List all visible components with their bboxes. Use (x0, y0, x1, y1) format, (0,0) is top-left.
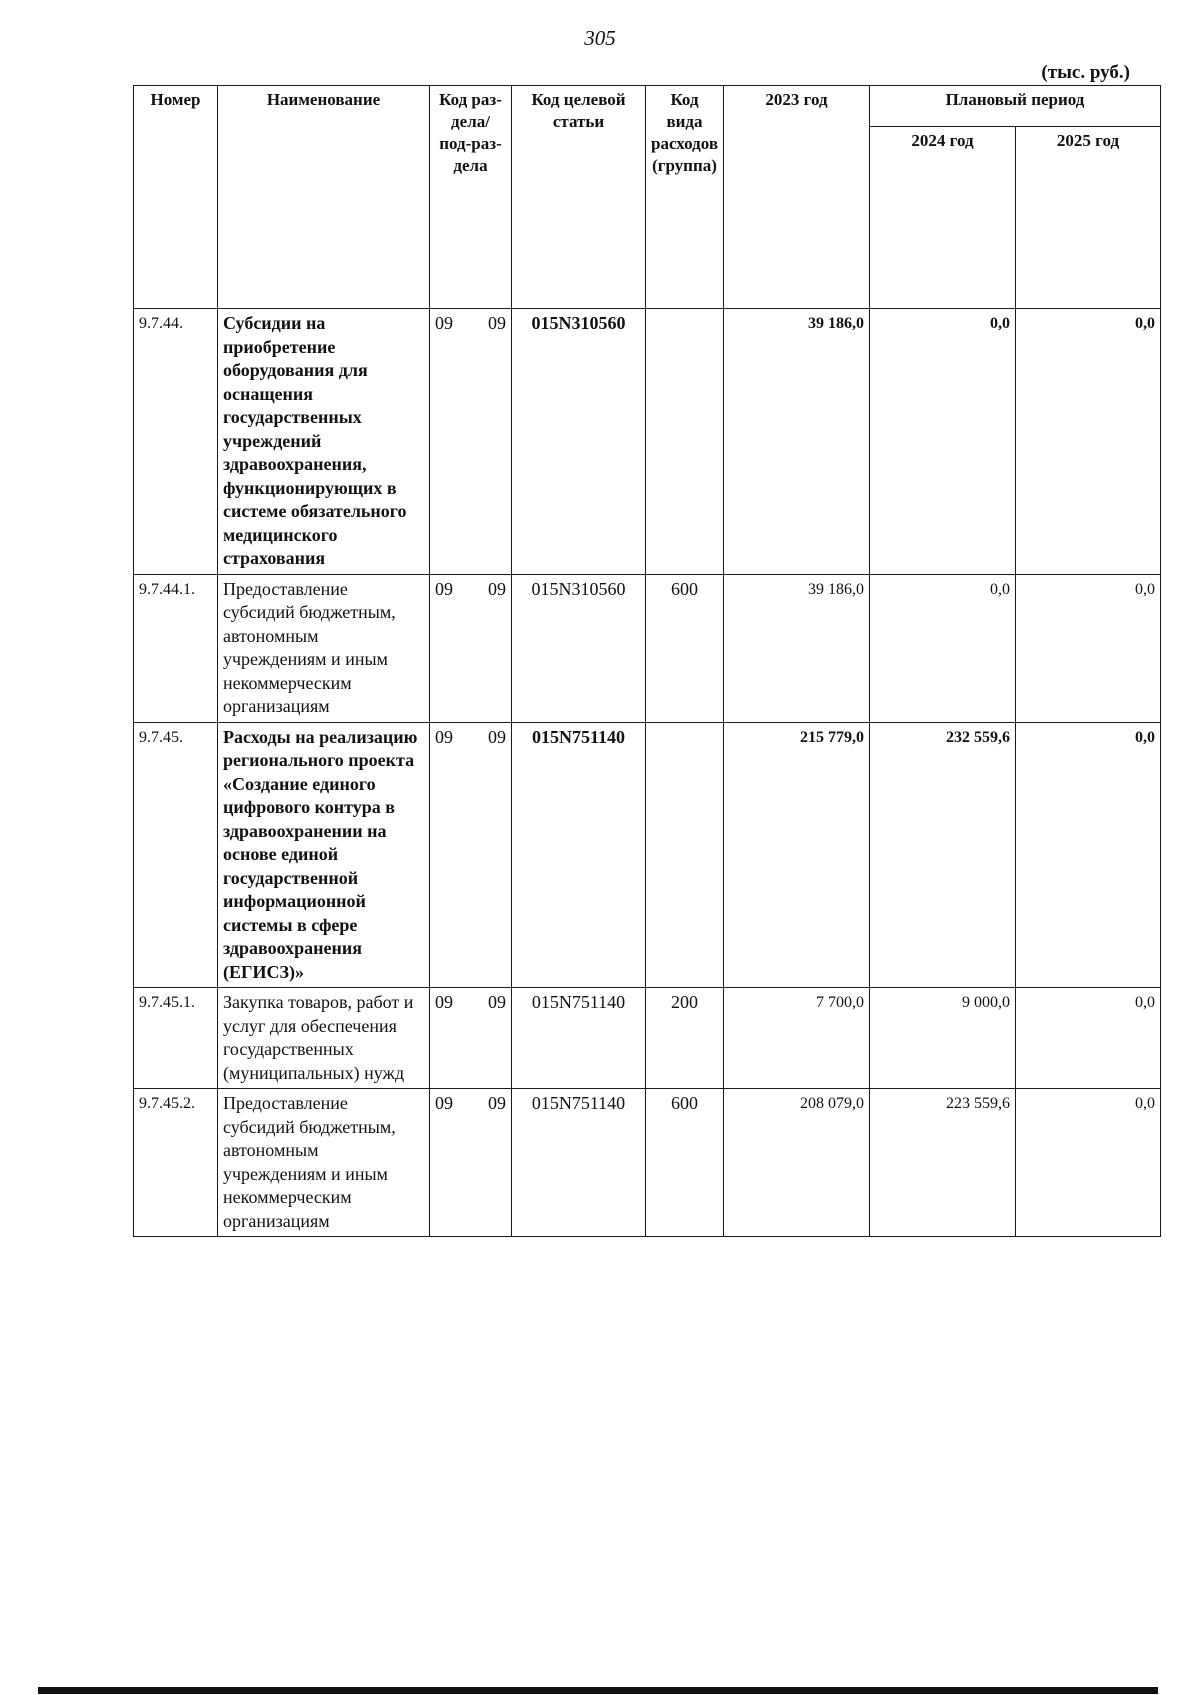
row-amount-2023: 215 779,0 (724, 722, 870, 988)
row-subsection: 09 (488, 726, 506, 747)
row-amount-2024: 223 559,6 (870, 1089, 1016, 1237)
header-section: Код раз-дела/ под-раз-дела (430, 86, 512, 309)
table-header (134, 86, 1161, 309)
row-section: 09 (435, 1093, 453, 1113)
row-expense-kind: 200 (646, 988, 724, 1089)
row-target-code: 015N751140 (512, 1089, 646, 1237)
header-name: Наименование (218, 86, 430, 309)
table-row (134, 309, 1161, 575)
row-amount-2025: 0,0 (1016, 574, 1161, 722)
row-amount-2024: 232 559,6 (870, 722, 1016, 988)
row-section: 09 (435, 578, 453, 599)
row-expense-kind (646, 309, 724, 575)
row-section-code (430, 1089, 512, 1237)
header-2024: 2024 год (870, 127, 1016, 309)
row-amount-2025: 0,0 (1016, 309, 1161, 575)
row-name: Закупка товаров, работ и услуг для обеспечения государственных (муниципальных) нужд (218, 988, 430, 1089)
row-target-code: 015N310560 (512, 309, 646, 575)
row-section-code (430, 722, 512, 988)
row-target-code: 015N751140 (512, 722, 646, 988)
header-number: Номер (134, 86, 218, 309)
row-name: Предоставление субсидий бюджетным, автономным учреждениям и иным некоммерческим организациям (218, 1089, 430, 1237)
row-number: 9.7.45.2. (134, 1089, 218, 1237)
row-amount-2023: 39 186,0 (724, 574, 870, 722)
row-expense-kind: 600 (646, 1089, 724, 1237)
row-number: 9.7.45. (134, 722, 218, 988)
row-section: 09 (435, 726, 453, 747)
row-expense-kind: 600 (646, 574, 724, 722)
row-name: Расходы на реализацию регионального проекта «Создание единого цифрового контура в здравоохранении на основе единой государственной информационной системы в сфере здравоохранения (ЕГИСЗ)» (218, 722, 430, 988)
table-row (134, 722, 1161, 988)
header-2023: 2023 год (724, 86, 870, 309)
table-body (134, 309, 1161, 1237)
row-amount-2025: 0,0 (1016, 722, 1161, 988)
budget-table (133, 85, 1161, 1237)
row-amount-2025: 0,0 (1016, 988, 1161, 1089)
unit-label: (тыс. руб.) (1041, 62, 1130, 83)
header-target: Код целевой статьи (512, 86, 646, 309)
row-section-code (430, 574, 512, 722)
row-amount-2024: 0,0 (870, 309, 1016, 575)
row-expense-kind (646, 722, 724, 988)
row-amount-2025: 0,0 (1016, 1089, 1161, 1237)
page-number: 305 (584, 26, 616, 50)
row-section: 09 (435, 313, 453, 333)
row-section-code (430, 309, 512, 575)
row-amount-2024: 0,0 (870, 574, 1016, 722)
row-name: Предоставление субсидий бюджетным, автономным учреждениям и иным некоммерческим организациям (218, 574, 430, 722)
row-subsection: 09 (488, 578, 506, 599)
row-target-code: 015N310560 (512, 574, 646, 722)
row-target-code: 015N751140 (512, 988, 646, 1089)
table-row (134, 574, 1161, 722)
row-amount-2023: 7 700,0 (724, 988, 870, 1089)
row-section-code (430, 988, 512, 1089)
table-row (134, 1089, 1161, 1237)
row-subsection: 09 (488, 1093, 506, 1113)
row-amount-2023: 208 079,0 (724, 1089, 870, 1237)
row-subsection: 09 (488, 992, 506, 1012)
row-amount-2024: 9 000,0 (870, 988, 1016, 1089)
row-amount-2023: 39 186,0 (724, 309, 870, 575)
row-number: 9.7.44. (134, 309, 218, 575)
header-kind: Код вида расходов (группа) (646, 86, 724, 309)
row-section: 09 (435, 992, 453, 1012)
row-subsection: 09 (488, 313, 506, 333)
table-row (134, 988, 1161, 1089)
row-number: 9.7.44.1. (134, 574, 218, 722)
bottom-rule (38, 1687, 1158, 1694)
header-2025: 2025 год (1016, 127, 1161, 309)
row-number: 9.7.45.1. (134, 988, 218, 1089)
header-plan-period: Плановый период (870, 86, 1161, 127)
row-name: Субсидии на приобретение оборудования для оснащения государственных учреждений здравоохранения, функционирующих в системе обязательного медицинского страхования (218, 309, 430, 575)
